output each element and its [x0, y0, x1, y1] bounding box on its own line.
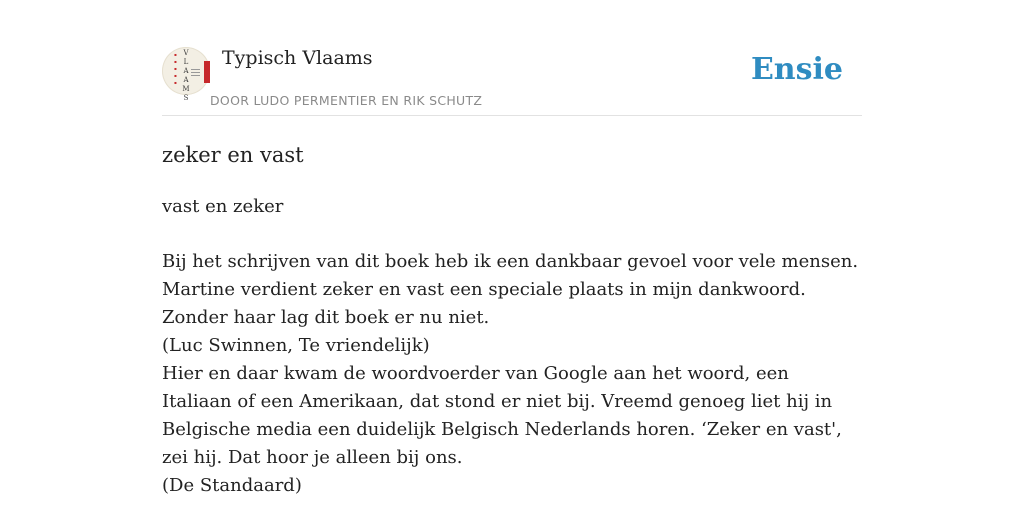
cover-red-ornament: ▪ ▪ ▪ ▪ ▪ [174, 52, 177, 85]
example-quote: Bij het schrijven van dit boek heb ik een dankbaar gevoel voor vele mensen. Martine verdient zeker en vast een speciale plaats in mijn dankwoord. Zonder haar lag dit boek er nu niet. [162, 251, 859, 328]
cover-red-bar [204, 61, 210, 83]
example-source: (De Standaard) [162, 475, 302, 496]
example-source: (Luc Swinnen, Te vriendelijk) [162, 335, 430, 356]
entry-definition: vast en zeker [162, 196, 284, 217]
header [162, 0, 862, 116]
ensie-logo[interactable]: Ensie [750, 52, 843, 87]
example-quote: Hier en daar kwam de woordvoerder van Google aan het woord, een Italiaan of een Amerikaan, dat stond er niet bij. Vreemd genoeg liet hij in Belgische media een duidelijk Belgisch Nederlands horen. ‘Zeker en vast', zei hij. Dat hoor je alleen bij ons. [162, 363, 842, 468]
page [162, 0, 862, 512]
entry-examples [162, 248, 862, 500]
cover-letters: V L A A M S [182, 49, 190, 102]
authors-byline: DOOR LUDO PERMENTIER EN RIK SCHUTZ [210, 93, 483, 108]
cover-text-lines [191, 69, 200, 78]
book-title-link[interactable]: Typisch Vlaams [222, 47, 373, 69]
entry-title: zeker en vast [162, 143, 304, 167]
book-cover-image[interactable] [162, 47, 210, 102]
